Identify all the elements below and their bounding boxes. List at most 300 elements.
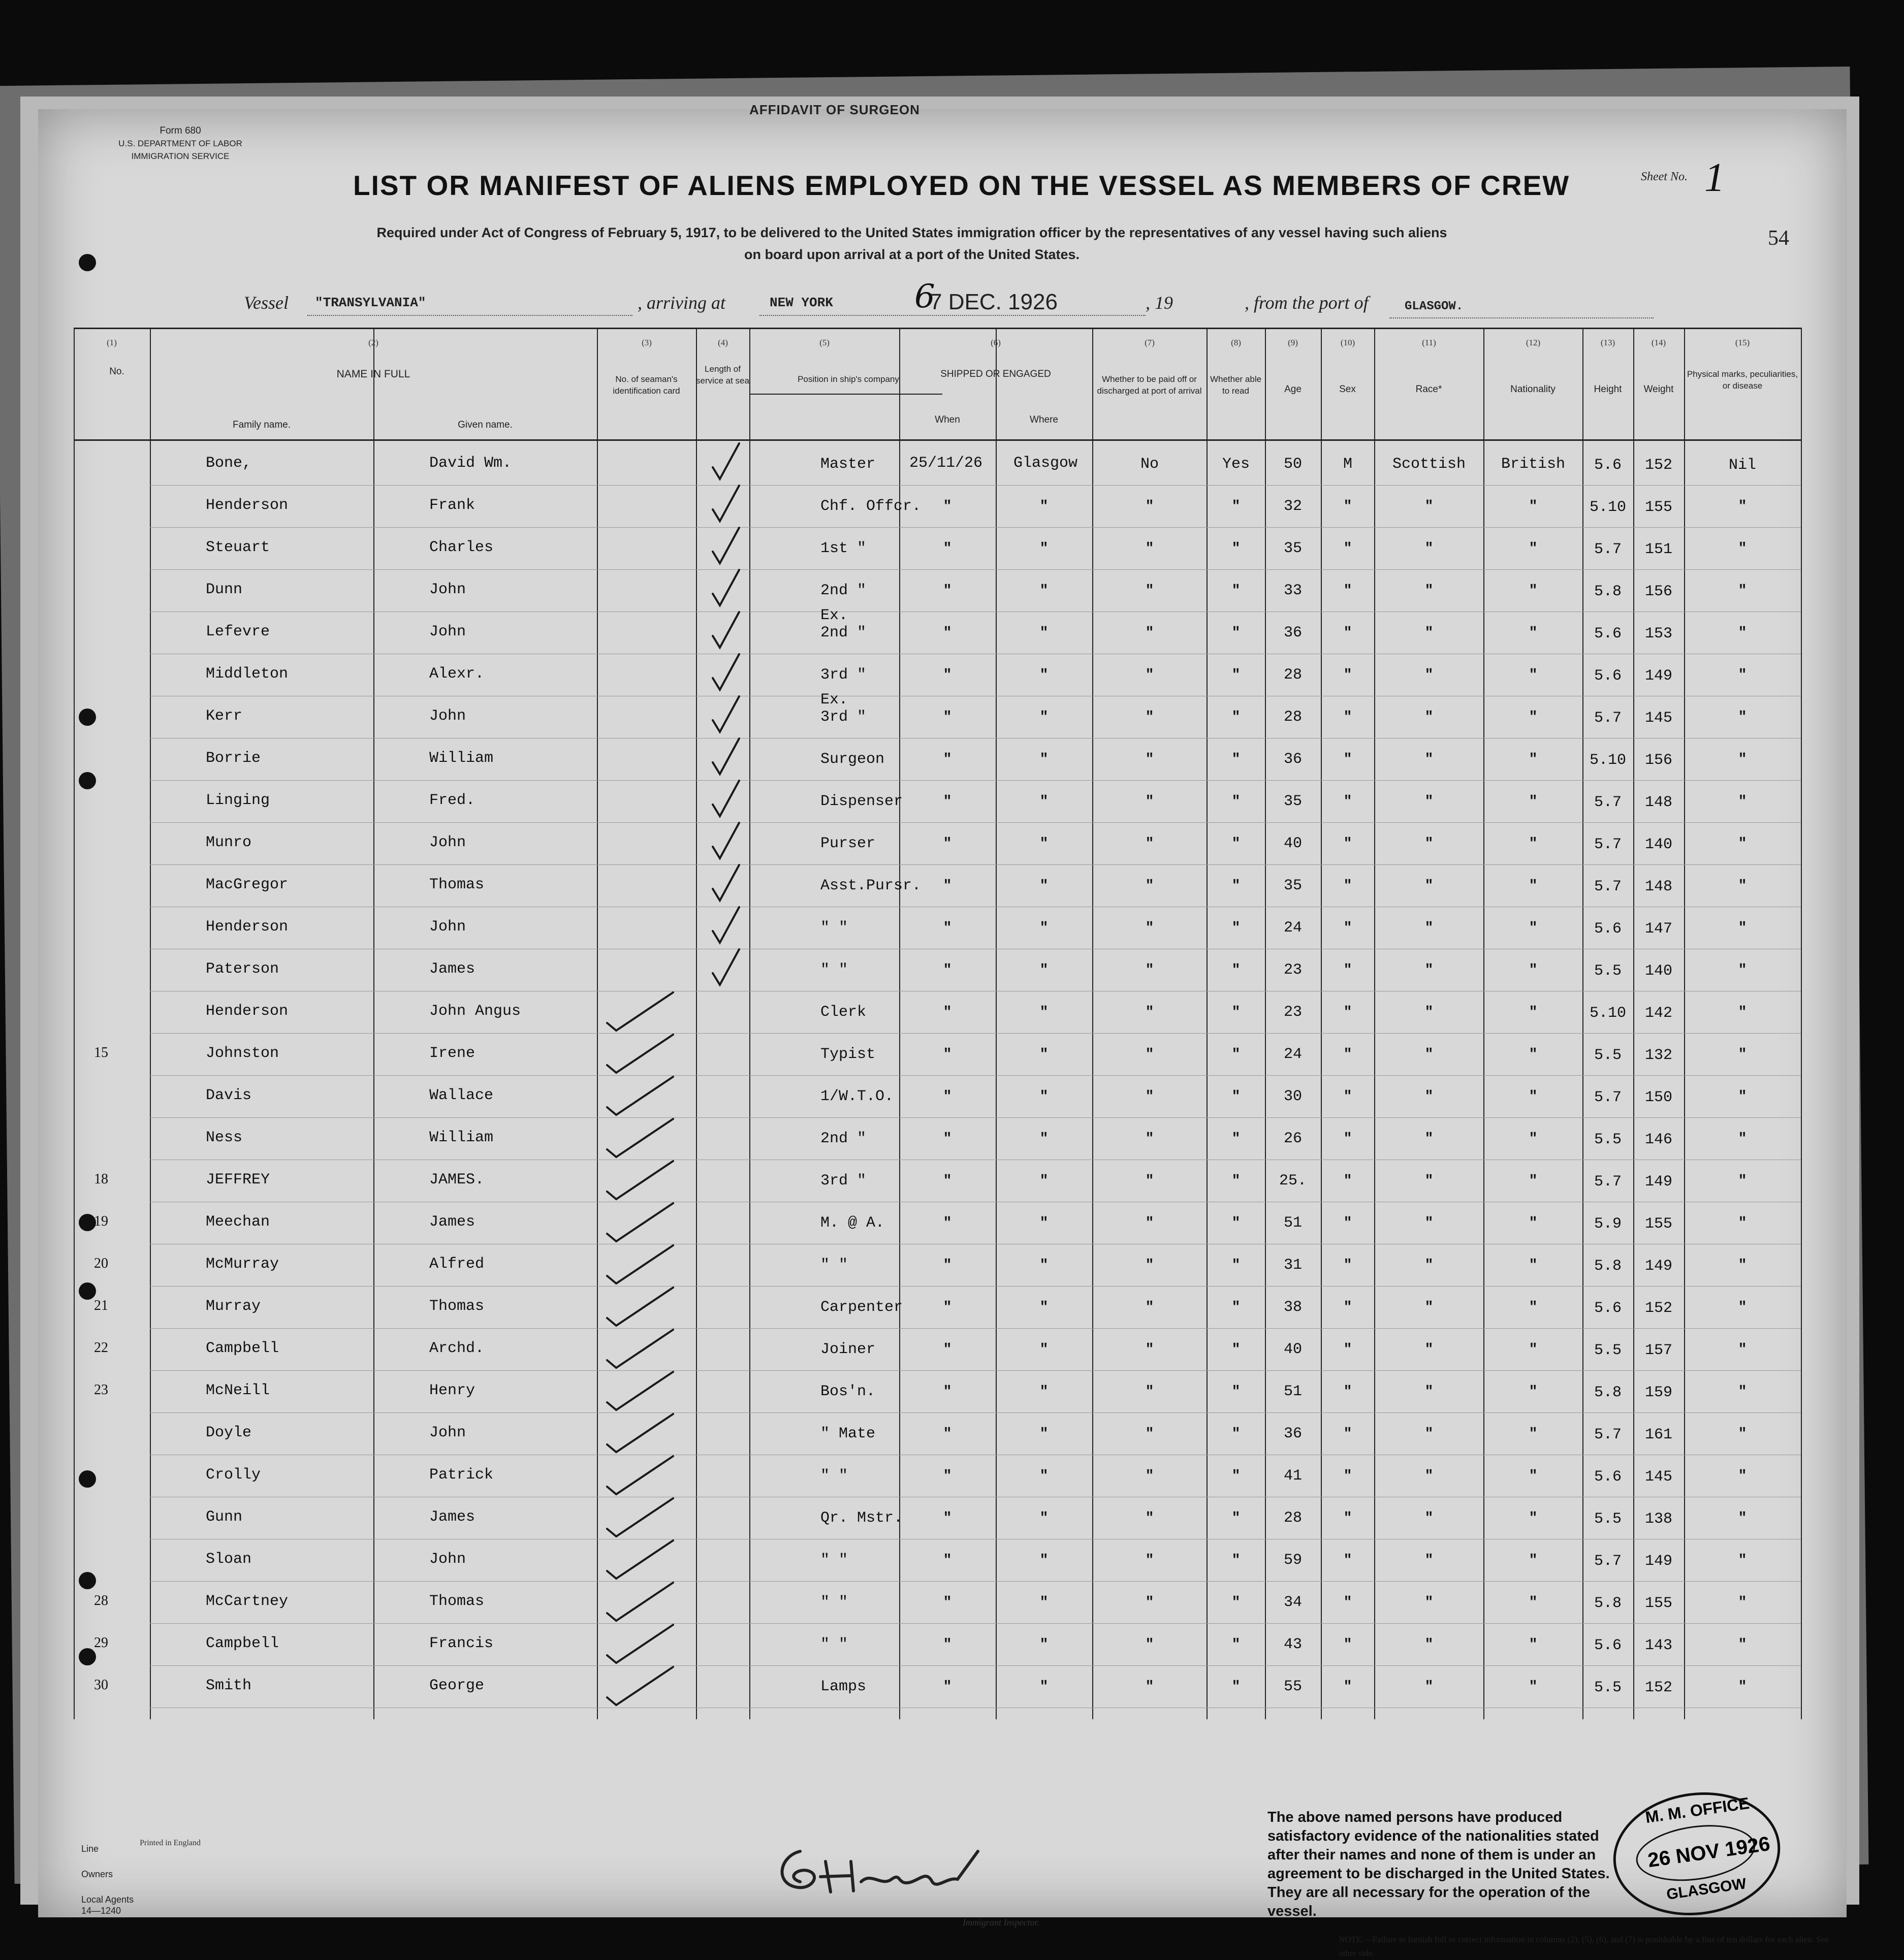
ditto-mark: " (1529, 1005, 1538, 1020)
position-cell: Lamps (820, 1678, 867, 1695)
age-cell: 30 (1283, 1088, 1303, 1105)
stamp-office: M. M. OFFICE (1644, 1793, 1751, 1827)
column-divider (150, 328, 151, 1719)
ditto-mark: " (1424, 1258, 1434, 1273)
shipped-where-cell: Glasgow (1013, 455, 1078, 472)
ditto-mark: " (1529, 794, 1538, 810)
family-name-cell: Campbell (206, 1635, 279, 1652)
row-number: 29 (94, 1635, 108, 1651)
row-number: 21 (94, 1298, 108, 1313)
ditto-mark: " (1343, 1215, 1352, 1231)
ditto-mark: " (1424, 1468, 1434, 1484)
given-name-cell: William (429, 750, 494, 767)
check-mark (602, 1535, 678, 1581)
given-name-cell: Alexr. (429, 665, 485, 683)
column-number: (4) (718, 338, 728, 347)
ditto-mark: " (1145, 752, 1154, 767)
inspector-signature (765, 1831, 1003, 1902)
handwritten-date: 6 (914, 278, 935, 315)
ditto-mark: " (1529, 625, 1538, 641)
column-number: (1) (107, 338, 117, 347)
ditto-mark: " (1231, 1384, 1241, 1400)
ditto-mark: " (1145, 541, 1154, 557)
ditto-mark: " (1738, 1215, 1747, 1231)
vessel-label: Vessel (244, 293, 289, 313)
position-cell: Master (820, 456, 876, 473)
given-name-cell: Frank (429, 497, 475, 514)
given-name-cell: Archd. (429, 1340, 485, 1357)
age-cell: 50 (1283, 456, 1303, 473)
row-rule (150, 1117, 1801, 1118)
family-name-cell: Campbell (206, 1340, 279, 1357)
ditto-mark: " (1424, 1173, 1434, 1189)
position-cell: 3rd " (820, 1172, 867, 1190)
position-cell: Surgeon (820, 751, 885, 768)
ditto-mark: " (1145, 1426, 1154, 1442)
ditto-mark: " (943, 878, 952, 894)
stamped-date: 7 DEC. 1926 (930, 290, 1058, 314)
row-rule (150, 780, 1801, 781)
ditto-mark: " (1039, 1300, 1049, 1315)
ditto-mark: " (1231, 1089, 1241, 1105)
physical-marks-cell: Nil (1728, 457, 1757, 474)
nationality-statement: The above named persons have produced satisfactory evidence of the nationalities stated after their names and none of them is under an agreement to be discharged in the United States. They are all necessary for the operation of the vessel. (1267, 1809, 1610, 1919)
age-cell: 55 (1283, 1678, 1303, 1695)
family-name-cell: Smith (206, 1677, 252, 1694)
ditto-mark: " (1343, 1258, 1352, 1273)
weight-cell: 132 (1644, 1047, 1673, 1064)
ditto-mark: " (1424, 541, 1434, 557)
family-name-cell: MacGregor (206, 876, 289, 893)
ditto-mark: " (1738, 1131, 1747, 1147)
column-number: (5) (819, 338, 830, 347)
ditto-mark: " (1424, 962, 1434, 978)
ditto-mark: " (1529, 1342, 1538, 1358)
position-prefix-cell: Ex. (820, 607, 848, 624)
height-cell: 5.7 (1594, 710, 1622, 727)
ditto-mark: " (1738, 1089, 1747, 1105)
ditto-mark: " (1738, 836, 1747, 852)
column-number: (6) (991, 338, 1001, 347)
binder-hole (79, 254, 96, 271)
age-cell: 28 (1283, 709, 1303, 726)
weight-cell: 156 (1644, 583, 1673, 600)
ditto-mark: " (943, 710, 952, 725)
ditto-mark: " (1231, 920, 1241, 936)
given-name-cell: JAMES. (429, 1171, 485, 1188)
ditto-mark: " (1424, 1679, 1434, 1695)
line-label: Line (81, 1844, 99, 1854)
ditto-mark: " (1231, 878, 1241, 894)
family-name-cell: Borrie (206, 750, 261, 767)
ditto-mark: " (1039, 794, 1049, 810)
ditto-mark: " (1231, 710, 1241, 725)
ditto-mark: " (1039, 1384, 1049, 1400)
row-rule (150, 569, 1801, 570)
given-name-cell: Irene (429, 1045, 475, 1062)
shipped-when-cell: 25/11/26 (909, 455, 983, 472)
service-name: IMMIGRATION SERVICE (131, 151, 230, 161)
ditto-mark: " (943, 1089, 952, 1105)
height-cell: 5.10 (1589, 499, 1627, 516)
check-mark (709, 439, 744, 485)
ditto-mark: " (1424, 920, 1434, 936)
ditto-mark: " (1343, 878, 1352, 894)
header-age: Age (1284, 384, 1302, 395)
ditto-mark: " (1424, 1089, 1434, 1105)
ditto-mark: " (1343, 836, 1352, 852)
column-number: (3) (642, 338, 652, 347)
given-name-cell: Francis (429, 1635, 494, 1652)
height-cell: 5.5 (1594, 1342, 1622, 1359)
check-mark (709, 734, 744, 780)
ditto-mark: " (1738, 1679, 1747, 1695)
ditto-mark: " (943, 1553, 952, 1568)
ditto-mark: " (1343, 1679, 1352, 1695)
column-divider (373, 328, 374, 1719)
ditto-mark: " (1529, 1384, 1538, 1400)
age-cell: 23 (1283, 1004, 1303, 1021)
ditto-mark: " (1039, 1426, 1049, 1442)
height-cell: 5.6 (1594, 625, 1622, 642)
ditto-mark: " (1424, 1300, 1434, 1315)
age-cell: 24 (1283, 1046, 1303, 1063)
header-length-service: Length of service at sea (696, 364, 749, 385)
position-cell: " " (820, 1467, 848, 1485)
ditto-mark: " (1343, 1637, 1352, 1653)
age-cell: 28 (1283, 1509, 1303, 1527)
ditto-mark: " (1529, 962, 1538, 978)
ditto-mark: " (1039, 1637, 1049, 1653)
weight-cell: 156 (1644, 752, 1673, 769)
row-number: 23 (94, 1382, 108, 1398)
ditto-mark: " (1529, 710, 1538, 725)
position-cell: Bos'n. (820, 1383, 876, 1400)
subtitle-line: Required under Act of Congress of February 5, 1917, to be delivered to the United States immigration officer by the representatives of any vessel having such aliens (376, 225, 1447, 240)
ditto-mark: " (1039, 1173, 1049, 1189)
check-mark (709, 608, 744, 654)
stamp-date: 26 NOV 1926 (1646, 1832, 1772, 1872)
ditto-mark: " (1145, 1131, 1154, 1147)
check-mark (709, 692, 744, 738)
form-number: Form 680 (160, 125, 201, 136)
given-name-cell: James (429, 960, 475, 978)
given-name-cell: John (429, 581, 466, 598)
ditto-mark: " (1343, 794, 1352, 810)
check-mark (602, 1620, 678, 1665)
ditto-mark: " (943, 1468, 952, 1484)
year-label: , 19 (1146, 293, 1173, 313)
check-mark (709, 524, 744, 569)
weight-cell: 138 (1644, 1511, 1673, 1528)
footer-note: NOTE.—Failure to furnish full or correct information in columns (2), (5), (6), and (7) is punishable by a fine of ten dollars for each alien. See other side. (1339, 1935, 1829, 1958)
local-agents-label (81, 1887, 134, 1916)
ditto-mark: " (1738, 1047, 1747, 1063)
from-port-label: , from the port of (1245, 293, 1369, 313)
given-name-cell: James (429, 1508, 475, 1526)
ditto-mark: " (1039, 1342, 1049, 1358)
header-race: Race* (1415, 384, 1442, 395)
weight-cell: 142 (1644, 1005, 1673, 1022)
height-cell: 5.6 (1594, 1468, 1622, 1486)
ditto-mark: " (1343, 667, 1352, 683)
ditto-mark: " (1424, 1426, 1434, 1442)
able-read-cell: Yes (1222, 456, 1250, 473)
column-number: (8) (1231, 338, 1241, 347)
ditto-mark: " (1529, 1300, 1538, 1315)
ditto-mark: " (1529, 1173, 1538, 1189)
sex-cell: M (1343, 456, 1353, 473)
ditto-mark: " (1529, 1215, 1538, 1231)
header-weight: Weight (1643, 384, 1674, 395)
ditto-mark: " (1343, 1131, 1352, 1147)
given-name-cell: John (429, 1551, 466, 1568)
age-cell: 31 (1283, 1257, 1303, 1274)
ditto-mark: " (1145, 1342, 1154, 1358)
position-cell: Qr. Mstr. (820, 1509, 903, 1527)
race-cell: Scottish (1392, 456, 1466, 473)
ditto-mark: " (1231, 1300, 1241, 1315)
row-rule (150, 822, 1801, 823)
ditto-mark: " (1424, 1342, 1434, 1358)
given-name-cell: George (429, 1677, 485, 1694)
position-cell: 3rd " (820, 709, 867, 726)
given-name-cell: James (429, 1213, 475, 1231)
check-mark (602, 1578, 678, 1623)
header-id-card: No. of seaman's identification card (613, 374, 680, 396)
check-mark (709, 650, 744, 696)
crew-manifest-table (74, 328, 1801, 1719)
height-cell: 5.8 (1594, 583, 1622, 600)
age-cell: 51 (1283, 1214, 1303, 1232)
column-divider (1483, 328, 1484, 1719)
height-cell: 5.7 (1594, 836, 1622, 853)
row-rule (150, 1286, 1801, 1287)
column-divider (597, 328, 598, 1719)
ditto-mark: " (1424, 794, 1434, 810)
ditto-mark: " (1231, 962, 1241, 978)
ditto-mark: " (1039, 1005, 1049, 1020)
ditto-mark: " (1231, 667, 1241, 683)
ditto-mark: " (943, 1173, 952, 1189)
column-number: (9) (1288, 338, 1298, 347)
weight-cell: 145 (1644, 1468, 1673, 1486)
ditto-mark: " (1424, 667, 1434, 683)
weight-cell: 149 (1644, 667, 1673, 685)
ditto-mark: " (1039, 962, 1049, 978)
ditto-mark: " (1738, 583, 1747, 599)
ditto-mark: " (1529, 499, 1538, 515)
age-cell: 38 (1283, 1299, 1303, 1316)
check-mark (602, 1282, 678, 1328)
local-agents-text: Local Agents (81, 1894, 134, 1905)
position-cell: " " (820, 1257, 848, 1274)
position-cell: 1st " (820, 540, 867, 557)
check-mark (602, 1072, 678, 1117)
check-mark (602, 1325, 678, 1370)
column-divider (1265, 328, 1266, 1719)
ditto-mark: " (1424, 1511, 1434, 1526)
age-cell: 36 (1283, 1425, 1303, 1442)
family-name-cell: Dunn (206, 581, 243, 598)
ditto-mark: " (1231, 1047, 1241, 1063)
age-cell: 59 (1283, 1552, 1303, 1569)
given-name-cell: John (429, 708, 466, 725)
ditto-mark: " (1738, 1300, 1747, 1315)
check-mark (602, 1030, 678, 1075)
column-divider (696, 328, 697, 1719)
ditto-mark: " (1231, 1679, 1241, 1695)
ditto-mark: " (1039, 1131, 1049, 1147)
given-name-cell: Henry (429, 1382, 475, 1399)
ditto-mark: " (1529, 1637, 1538, 1653)
header-family-name: Family name. (232, 420, 291, 430)
ditto-mark: " (1424, 1005, 1434, 1020)
age-cell: 24 (1283, 919, 1303, 937)
ditto-mark: " (1145, 1637, 1154, 1653)
family-name-cell: Gunn (206, 1508, 243, 1526)
ditto-mark: " (1529, 1511, 1538, 1526)
ditto-mark: " (1039, 541, 1049, 557)
ditto-mark: " (1343, 499, 1352, 515)
family-name-cell: McCartney (206, 1593, 289, 1610)
row-rule (150, 1033, 1801, 1034)
ditto-mark: " (1738, 1637, 1747, 1653)
weight-cell: 155 (1644, 499, 1673, 516)
ditto-mark: " (943, 1131, 952, 1147)
ditto-mark: " (1145, 1384, 1154, 1400)
weight-cell: 155 (1644, 1595, 1673, 1612)
family-name-cell: Munro (206, 834, 252, 851)
ditto-mark: " (1738, 1173, 1747, 1189)
ditto-mark: " (1424, 1553, 1434, 1568)
ditto-mark: " (943, 1215, 952, 1231)
age-cell: 36 (1283, 751, 1303, 768)
row-rule (150, 1075, 1801, 1076)
ditto-mark: " (1039, 1047, 1049, 1063)
check-mark (602, 1662, 678, 1708)
column-number: (15) (1735, 338, 1750, 347)
height-cell: 5.9 (1594, 1215, 1622, 1233)
height-cell: 5.10 (1589, 1005, 1627, 1022)
ditto-mark: " (1039, 667, 1049, 683)
arriving-label: , arriving at (638, 293, 726, 313)
ditto-mark: " (1231, 1173, 1241, 1189)
row-rule (150, 1665, 1801, 1666)
ditto-mark: " (1738, 794, 1747, 810)
ditto-mark: " (1343, 625, 1352, 641)
ditto-mark: " (1343, 1595, 1352, 1611)
ditto-mark: " (1424, 1131, 1434, 1147)
column-divider (749, 328, 750, 1719)
position-cell: " " (820, 1552, 848, 1569)
ditto-mark: " (943, 1426, 952, 1442)
height-cell: 5.6 (1594, 920, 1622, 938)
ditto-mark: " (943, 1637, 952, 1653)
table-top-border (74, 328, 1801, 329)
column-divider (1207, 328, 1208, 1719)
ditto-mark: " (1343, 1089, 1352, 1105)
family-name-cell: Henderson (206, 1003, 289, 1020)
weight-cell: 149 (1644, 1553, 1673, 1570)
ditto-mark: " (1529, 1468, 1538, 1484)
ditto-mark: " (1231, 625, 1241, 641)
check-mark (709, 777, 744, 822)
ditto-mark: " (1145, 1300, 1154, 1315)
ditto-mark: " (1738, 1511, 1747, 1526)
ditto-mark: " (1529, 1089, 1538, 1105)
weight-cell: 159 (1644, 1384, 1673, 1401)
position-cell: Carpenter (820, 1299, 903, 1316)
age-cell: 34 (1283, 1594, 1303, 1611)
row-rule (150, 1581, 1801, 1582)
ditto-mark: " (1529, 920, 1538, 936)
given-name-cell: Wallace (429, 1087, 494, 1104)
subtitle-line: on board upon arrival at a port of the United States. (744, 247, 1080, 262)
ditto-mark: " (943, 1005, 952, 1020)
row-rule (150, 864, 1801, 865)
height-cell: 5.5 (1594, 1511, 1622, 1528)
row-rule (150, 485, 1801, 486)
age-cell: 40 (1283, 835, 1303, 852)
ditto-mark: " (1343, 1005, 1352, 1020)
manifest-page (38, 102, 1847, 1958)
ditto-mark: " (943, 583, 952, 599)
age-cell: 32 (1283, 498, 1303, 515)
family-name-cell: Bone, (206, 455, 252, 472)
ditto-mark: " (943, 667, 952, 683)
ditto-mark: " (1145, 794, 1154, 810)
weight-cell: 140 (1644, 836, 1673, 853)
header-able-read: Whether able to read (1210, 374, 1262, 396)
given-name-cell: John (429, 834, 466, 851)
ditto-mark: " (1343, 962, 1352, 978)
height-cell: 5.7 (1594, 1553, 1622, 1570)
family-name-cell: McMurray (206, 1256, 279, 1273)
height-cell: 5.7 (1594, 794, 1622, 811)
ditto-mark: " (943, 920, 952, 936)
ditto-mark: " (1738, 962, 1747, 978)
position-cell: 2nd " (820, 624, 867, 641)
ditto-mark: " (1343, 710, 1352, 725)
column-number: (12) (1526, 338, 1541, 347)
row-number: 20 (94, 1256, 108, 1271)
ditto-mark: " (1738, 625, 1747, 641)
immigrant-inspector-label: Immigrant Inspector. (963, 1917, 1039, 1927)
affidavit-heading: AFFIDAVIT OF SURGEON (749, 102, 920, 117)
ditto-mark: " (1424, 710, 1434, 725)
ditto-mark: " (1738, 710, 1747, 725)
ditto-mark: " (1424, 752, 1434, 767)
family-name-cell: Paterson (206, 960, 279, 978)
weight-cell: 151 (1644, 541, 1673, 558)
ditto-mark: " (943, 541, 952, 557)
position-cell: " " (820, 1594, 848, 1611)
ditto-mark: " (1231, 1468, 1241, 1484)
position-cell: Clerk (820, 1004, 867, 1021)
ditto-mark: " (1738, 667, 1747, 683)
row-rule (150, 1412, 1801, 1413)
ditto-mark: " (1424, 1595, 1434, 1611)
check-mark (602, 1240, 678, 1286)
row-number: 15 (94, 1045, 108, 1061)
row-rule (150, 527, 1801, 528)
height-cell: 5.5 (1594, 962, 1622, 980)
position-cell: Asst.Pursr. (820, 877, 922, 894)
ditto-mark: " (1231, 1595, 1241, 1611)
ditto-mark: " (1738, 1595, 1747, 1611)
given-name-cell: John (429, 623, 466, 640)
